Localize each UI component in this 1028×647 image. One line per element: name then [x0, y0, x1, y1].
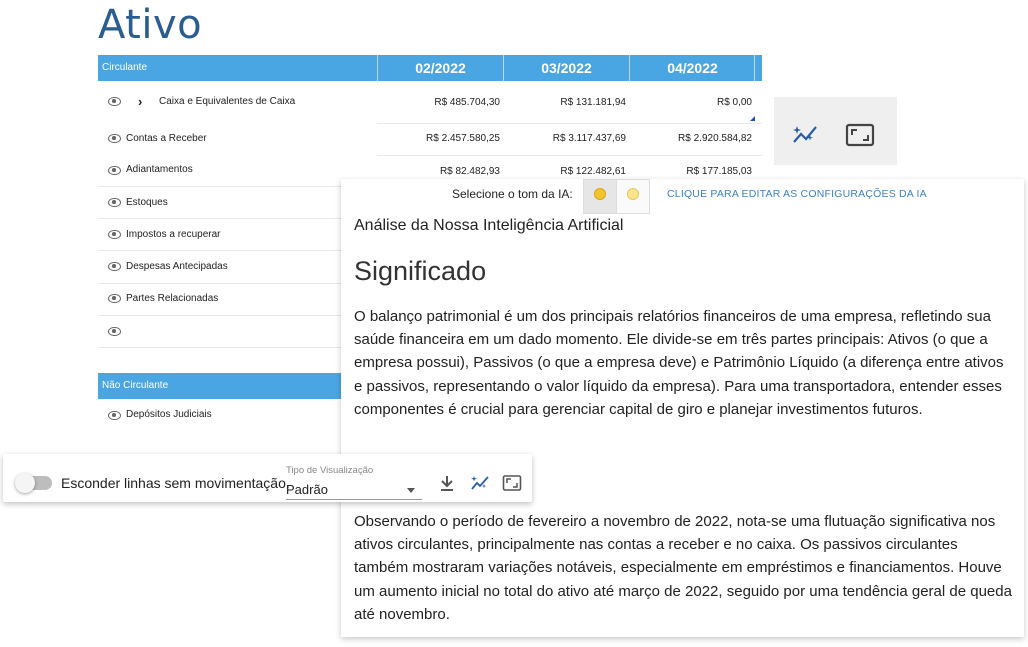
ai-section-title: Significado: [354, 256, 487, 286]
cell-value: R$ 177.185,03: [686, 166, 752, 177]
page-title: Ativo: [98, 2, 203, 48]
view-type-select[interactable]: Padrão: [286, 482, 328, 497]
view-type-caption: Tipo de Visualização: [286, 465, 374, 476]
cell-corner-marker: [750, 116, 755, 121]
cell-value: R$ 0,00: [716, 97, 752, 108]
column-header-period[interactable]: 04/2022: [629, 55, 755, 81]
fullscreen-icon[interactable]: [845, 123, 875, 147]
ai-tone-option-happy[interactable]: [583, 179, 617, 214]
row-divider: [98, 250, 341, 251]
row-divider: [98, 218, 341, 219]
row-label: Contas a Receber: [126, 133, 207, 144]
row-divider: [98, 283, 341, 284]
ai-heading: Análise da Nossa Inteligência Artificial: [354, 217, 624, 234]
row-divider: [377, 123, 762, 124]
eye-icon[interactable]: [108, 198, 121, 207]
chevron-right-icon[interactable]: ›: [138, 94, 143, 109]
hide-empty-rows-label: Esconder linhas sem movimentação.: [61, 475, 290, 491]
section-label-circulante: Circulante: [102, 62, 148, 73]
ai-tone-label: Selecione o tom da IA:: [452, 187, 573, 201]
eye-icon[interactable]: [108, 166, 121, 175]
hide-empty-rows-toggle[interactable]: [18, 476, 52, 490]
cell-value: R$ 82.482,93: [439, 166, 500, 177]
download-icon[interactable]: [439, 474, 455, 492]
cell-value: R$ 3.117.437,69: [552, 133, 626, 144]
row-divider: [377, 155, 762, 156]
ai-tone-option-neutral[interactable]: [616, 179, 650, 214]
section-header-nao-circulante: [98, 373, 341, 399]
cell-value: R$ 131.181,94: [560, 97, 626, 108]
row-label: Depósitos Judiciais: [126, 409, 212, 420]
chart-actions-panel: [774, 97, 897, 165]
smiley-icon: [627, 188, 639, 200]
eye-icon[interactable]: [108, 411, 121, 420]
eye-icon[interactable]: [108, 294, 121, 303]
eye-icon[interactable]: [108, 327, 121, 336]
eye-icon[interactable]: [108, 97, 121, 106]
eye-icon[interactable]: [108, 134, 121, 143]
eye-icon[interactable]: [108, 230, 121, 239]
row-divider: [98, 186, 341, 187]
row-label: Partes Relacionadas: [126, 293, 219, 304]
cell-value: R$ 2.920.584,82: [678, 133, 752, 144]
row-label: Estoques: [126, 197, 168, 208]
table-header: [98, 55, 762, 81]
select-underline: [286, 499, 422, 500]
row-divider: [98, 347, 341, 348]
row-label: Caixa e Equivalentes de Caixa: [159, 96, 296, 107]
cell-value: R$ 2.457.580,25: [426, 133, 500, 144]
column-header-period[interactable]: 02/2022: [377, 55, 503, 81]
section-label-nao-circulante: Não Circulante: [102, 380, 169, 391]
column-header-period[interactable]: 03/2022: [503, 55, 629, 81]
sparkle-chart-icon[interactable]: [792, 123, 820, 145]
row-label: Impostos a recuperar: [126, 229, 221, 240]
row-label: Adiantamentos: [126, 164, 193, 175]
ai-paragraph: Observando o período de fevereiro a novembro de 2022, nota-se uma flutuação significativa nos ativos circulantes, principalmente nas contas a receber e no caixa. Os passivos circulantes também mostraram variações notáveis, especialmente em empréstimos e financiamentos. Houve um aumento inicial no total do ativo até março de 2022, seguido por uma tendência geral de queda até novembro.: [354, 513, 1012, 623]
header-divider: [754, 55, 755, 81]
cell-value: R$ 485.704,30: [434, 97, 500, 108]
row-divider: [98, 315, 341, 316]
row-label: Despesas Antecipadas: [126, 261, 228, 272]
sparkle-chart-icon[interactable]: [470, 474, 490, 492]
table-toolbar: [3, 454, 532, 502]
cell-value: R$ 122.482,61: [560, 166, 626, 177]
toggle-knob: [15, 473, 35, 493]
ai-paragraph: O balanço patrimonial é um dos principais relatórios financeiros de uma empresa, refletindo sua saúde financeira em um dado momento. Ele divide-se em três partes principais: Ativos (o que a empresa possui), Passivos (o que a empresa deve) e Patrimônio Líquido (a diferença entre ativos e passivos, representando o valor líquido da empresa). Para uma transportadora, entender esses componentes é crucial para gerenciar capital de giro e planejar investimentos futuros.: [354, 308, 1004, 418]
smiley-icon: [594, 188, 606, 200]
ai-settings-link[interactable]: CLIQUE PARA EDITAR AS CONFIGURAÇÕES DA IA: [667, 188, 927, 200]
fullscreen-icon[interactable]: [502, 474, 522, 492]
chevron-down-icon[interactable]: [407, 488, 415, 493]
eye-icon[interactable]: [108, 262, 121, 271]
